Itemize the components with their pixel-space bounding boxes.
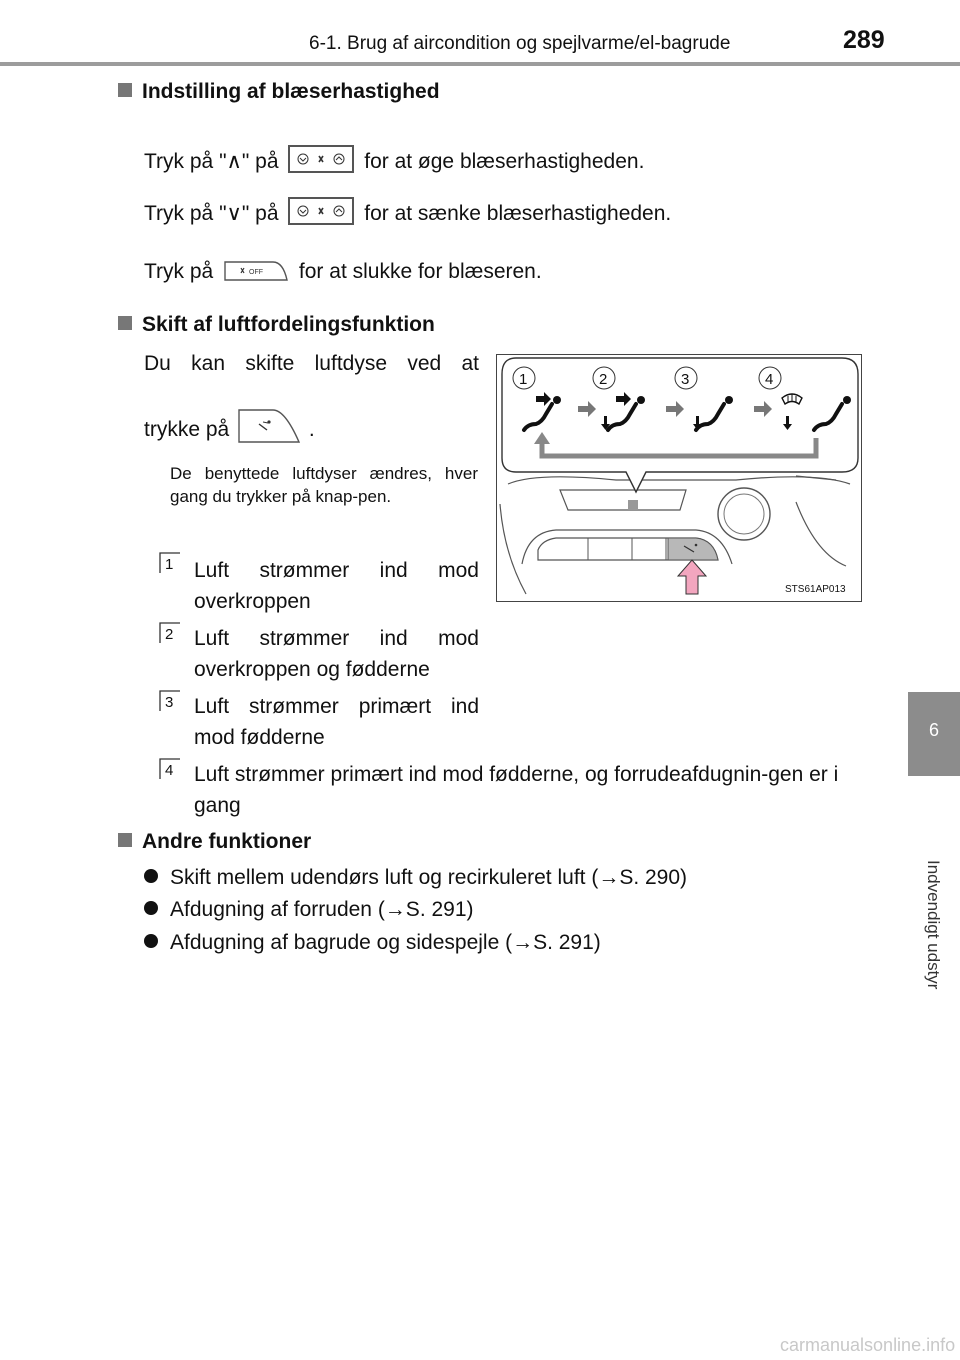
fan-decrease-line: Tryk på "∨" på for at sænke blæserhastigheden. xyxy=(144,197,671,226)
air-outlet-diagram xyxy=(496,354,862,602)
air-flow-intro: Du kan skifte luftdyse ved at xyxy=(144,352,479,375)
square-bullet-icon xyxy=(118,316,132,330)
fan-speed-heading: Indstilling af blæserhastighed xyxy=(118,80,440,104)
svg-text:4: 4 xyxy=(765,371,774,388)
air-flow-note: De benyttede luftdyser ændres, hver gang du trykker på knap-pen. xyxy=(170,464,478,506)
chapter-label: Indvendigt udstyr xyxy=(924,860,943,990)
other-functions-heading: Andre funktioner xyxy=(118,830,311,854)
section-title: 6-1. Brug af aircondition og spejlvarme/el-bagrude xyxy=(309,33,731,54)
svg-text:2: 2 xyxy=(165,626,174,643)
air-flow-heading: Skift af luftfordelingsfunktion xyxy=(118,313,435,337)
fan-button-icon xyxy=(288,145,354,173)
number-tag-4 xyxy=(159,758,181,780)
fan-off-button-icon xyxy=(223,259,289,283)
list-item: Luft strømmer ind mod overkroppen og fødderne xyxy=(194,627,479,681)
list-item: Afdugning af forruden (→S. 291) xyxy=(144,898,474,922)
bullet-dot-icon xyxy=(144,934,158,948)
svg-text:3: 3 xyxy=(165,694,174,711)
list-item: Skift mellem udendørs luft og recirkuleret luft (→S. 290) xyxy=(144,866,687,890)
fan-off-line: Tryk på OFF for at slukke for blæseren. xyxy=(144,260,542,283)
fan-increase-line: Tryk på "∧" på for at øge blæserhastigheden. xyxy=(144,145,644,174)
svg-text:OFF: OFF xyxy=(249,269,264,276)
list-item: Luft strømmer ind mod overkroppen xyxy=(194,559,479,613)
page-number: 289 xyxy=(843,26,885,54)
mode-button-icon xyxy=(237,406,301,448)
number-tag-3 xyxy=(159,690,181,712)
square-bullet-icon xyxy=(118,833,132,847)
chapter-number: 6 xyxy=(928,720,939,740)
fan-button-icon xyxy=(288,197,354,225)
svg-text:3: 3 xyxy=(681,371,690,388)
list-item: Afdugning af bagrude og sidespejle (→S. 291) xyxy=(144,931,601,955)
svg-text:2: 2 xyxy=(599,371,608,388)
bullet-dot-icon xyxy=(144,869,158,883)
number-tag-2 xyxy=(159,622,181,644)
bullet-dot-icon xyxy=(144,901,158,915)
figure-code: STS61AP013 xyxy=(785,584,846,595)
list-item: Luft strømmer primært ind mod fødderne, og forrudeafdugnin-gen er i gang xyxy=(194,763,839,817)
svg-text:1: 1 xyxy=(165,556,174,573)
number-tag-1 xyxy=(159,552,181,574)
watermark: carmanualsonline.info xyxy=(780,1335,956,1355)
air-flow-intro-press: trykke på . xyxy=(144,406,315,448)
header-rule xyxy=(0,62,960,66)
list-item: Luft strømmer primært ind mod fødderne xyxy=(194,695,479,749)
svg-text:1: 1 xyxy=(519,371,528,388)
square-bullet-icon xyxy=(118,83,132,97)
svg-text:4: 4 xyxy=(165,762,174,779)
